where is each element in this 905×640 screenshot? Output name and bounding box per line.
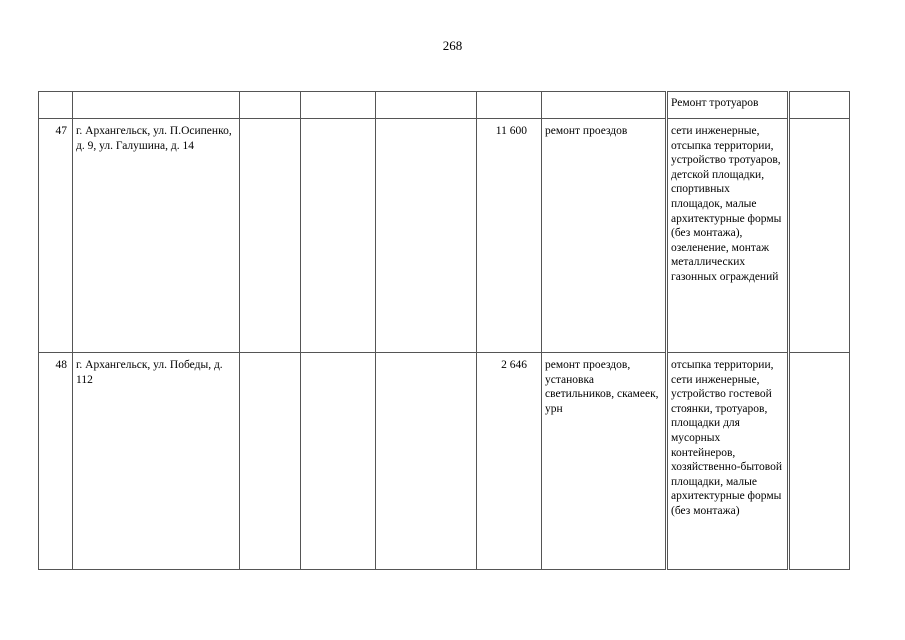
table-row: [39, 353, 850, 570]
document-table: [38, 91, 850, 570]
cell-works: ремонт проездов: [542, 119, 667, 353]
table-row-header: [39, 92, 850, 119]
cell-empty-3: [376, 92, 477, 119]
cell-empty-last: [789, 353, 850, 570]
cell-index: 48: [39, 353, 73, 570]
cell-index: 47: [39, 119, 73, 353]
cell-amount: 2 646: [477, 353, 542, 570]
cell-amount: [477, 92, 542, 119]
cell-empty-1: [240, 353, 301, 570]
cell-works: [542, 92, 667, 119]
cell-details: Ремонт тротуаров: [667, 92, 789, 119]
cell-works: ремонт проездов, установка светильников, скамеек, урн: [542, 353, 667, 570]
cell-empty-3: [376, 353, 477, 570]
cell-empty-last: [789, 92, 850, 119]
cell-address: [73, 92, 240, 119]
cell-empty-2: [301, 119, 376, 353]
cell-details: сети инженерные, отсыпка территории, устройство тротуаров, детской площадки, спортивных площадок, малые архитектурные формы (без монтажа), озеленение, монтаж металлических газонных ограждений: [667, 119, 789, 353]
cell-empty-3: [376, 119, 477, 353]
cell-empty-2: [301, 92, 376, 119]
cell-empty-last: [789, 119, 850, 353]
cell-empty-1: [240, 92, 301, 119]
cell-address: г. Архангельск, ул. Победы, д. 112: [73, 353, 240, 570]
page-number: 268: [442, 38, 463, 53]
cell-empty-2: [301, 353, 376, 570]
cell-details: отсыпка территории, сети инженерные, устройство гостевой стоянки, тротуаров, площадки для мусорных контейнеров, хозяйственно-бытовой площадки, малые архитектурные формы (без монтажа): [667, 353, 789, 570]
cell-index: [39, 92, 73, 119]
table-row: [39, 119, 850, 353]
cell-amount: 11 600: [477, 119, 542, 353]
cell-address: г. Архангельск, ул. П.Осипенко, д. 9, ул. Галушина, д. 14: [73, 119, 240, 353]
cell-empty-1: [240, 119, 301, 353]
